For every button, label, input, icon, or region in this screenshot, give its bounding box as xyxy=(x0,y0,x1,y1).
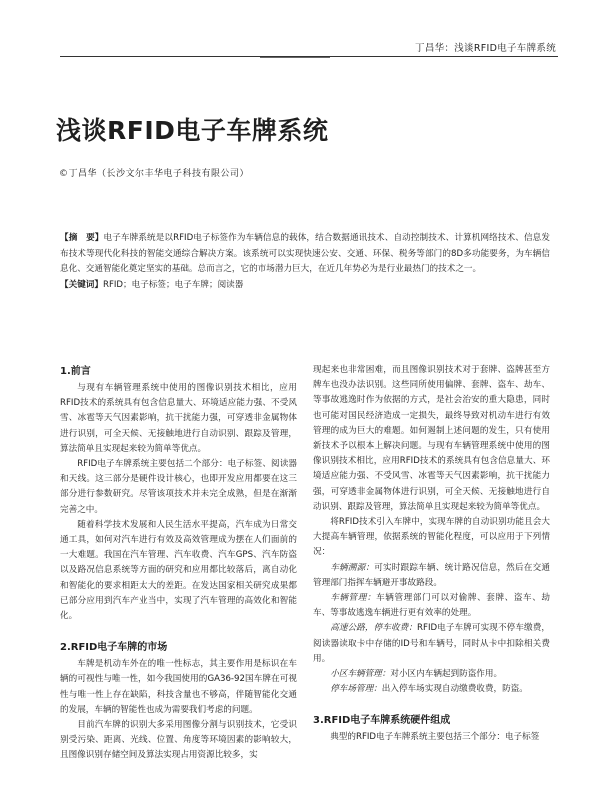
list-item-heading: 停车场管理： xyxy=(330,684,382,695)
list-item-text: RFID电子车牌可实现不停车缴费，阅读器读取卡中存储的ID号和车辆号，同时从卡中扣除相关费用。 xyxy=(313,623,550,664)
right-column xyxy=(313,363,550,746)
abstract-label: 【摘 要】 xyxy=(60,233,104,243)
left-column xyxy=(60,363,297,764)
list-item xyxy=(313,561,550,591)
abstract-text: 电子车牌系统是以RFID电子标签作为车辆信息的载体，结合数据通讯技术、自动控制技术、计算机网络技术、信息发布技术等现代化科技的智能交通综合解决方案。该系统可以实现快速公安、交通、环保、税务等部门的8D多功能要务，为车辆信息化、交通智能化奠定坚实的基础。总而言之，它的市场潜力巨大，在近几年势必为是行业最热门的技术之一。 xyxy=(60,233,550,274)
paragraph: 将RFID技术引入车牌中，实现车牌的自动识别功能且会大大提高车辆管理，依据系统的智能化程度，可以应用于下列情况： xyxy=(313,517,550,558)
abstract-block xyxy=(60,231,550,293)
running-head: 丁昌华：浅谈RFID电子车牌系统 xyxy=(415,43,556,54)
header-rule-accent xyxy=(260,57,330,58)
paragraph: 与现有车辆管理系统中使用的图像识别技术相比，应用RFID技术的系统具有包含信息量大、环境适应能力强、不受风雪、冰雹等天气因素影响，抗干扰能力强，可穿透非金属物体进行识别，可全天候、无接触地进行自动识别、跟踪及管理，算法简单且实现起来较为简单等优点。 xyxy=(60,383,297,454)
paragraph: RFID电子车牌系统主要包括二个部分：电子标签、阅读器和天线。这三部分是硬件设计核心，也即开发应用都要在这三部分进行参数研究。尽管该项技术并未完全成熟，但是在渐渐完善之中。 xyxy=(60,459,297,515)
list-item-heading: 车辆管理： xyxy=(330,593,377,604)
list-item-heading: 高速公路，停车收费： xyxy=(330,623,418,634)
list-item xyxy=(313,591,550,621)
list-item xyxy=(313,621,550,667)
abstract xyxy=(60,231,550,278)
paragraph: 随着科学技术发展和人民生活水平提高，汽车成为日常交通工具，如何对汽车进行有效及高效管理成为摆在人们面前的一大难题。我国在汽车管理、汽车收费、汽车GPS、汽车防盗以及路况信息系统等方面的研究和应用都比较落后，离自动化和智能化的要求相距太大的差距。在发达国家相关研究成果都已部分应用到汽车产业当中，实现了汽车管理的高效化和智能化。 xyxy=(60,519,297,622)
list-item-text: 可实时跟踪车辆、统计路况信息，然后在交通管理部门指挥车辆避开事故路段。 xyxy=(313,562,550,588)
list-item-text: 出入停车场实现自动缴费收费，防盗。 xyxy=(381,684,528,695)
list-item-heading: 小区车辆管理： xyxy=(330,669,391,680)
list-item xyxy=(313,682,550,697)
list-item-text: 对小区内车辆起到防盗作用。 xyxy=(390,669,503,680)
list-item-heading: 车辆溯源： xyxy=(330,562,375,573)
paper-title: 浅谈RFID电子车牌系统 xyxy=(56,116,329,145)
paragraph: 典型的RFID电子车牌系统主要包括三个部分：电子标签 xyxy=(330,732,540,743)
section-heading-3: 3.RFID电子车牌系统硬件组成 xyxy=(313,715,451,727)
keywords-text: RFID；电子标签；电子车牌；阅读器 xyxy=(102,279,244,290)
paragraph: 车牌是机动车外在的唯一性标志，其主要作用是标识在车辆的可视性与唯一性，如今我国使用的GA36-92国车牌在可视性与唯一性上存在缺陷，科技含量也不够高，伴随智能化交通的发展，车辆的智能性也成为需要我们考虑的问题。 xyxy=(60,659,297,715)
section-heading-2: 2.RFID电子车牌的市场 xyxy=(60,642,168,654)
paragraph: 目前汽车牌的识别大多采用图像分割与识别技术，它受识别受污染、距离、光线、位置、角度等环境因素的影响较大，且图像识别存储空间及算法实现占用资源比较多，实 xyxy=(60,720,297,761)
paragraph: 现起来也非常困难，而且图像识别技术对于套牌、盗牌甚至方牌车也没办法识别。这些同所使用偏牌、套牌、盗车、劫车、等事故逃逸时作为依据的方式，是社会治安的重大隐患，同时也可能对国民经济造成一定损失，最终导致对机动车进行有效管理的成为巨大的难题。如何遏制上述问题的发生，只有使用新技术予以根本上解决问题。与现有车辆管理系统中使用的图像识别技术相比，应用RFID技术的系统具有包含信息量大、环境适应能力强、不受风雪、冰雹等天气因素影响，抗干扰能力强，可穿透非金属物体进行识别，可全天候、无接触地进行自动识别、跟踪及管理，算法简单且实现起来较为简单等优点。 xyxy=(313,365,550,512)
keywords xyxy=(60,278,550,294)
author-line: ©丁昌华（长沙文尔丰华电子科技有限公司） xyxy=(59,169,250,179)
section-heading-1: 1.前言 xyxy=(60,366,91,377)
list-item-text: 车辆管理部门可以对偷牌、套牌、盗车、劫车、等事故逃逸车辆进行更有效率的处理。 xyxy=(313,593,550,619)
keywords-label: 【关键词】 xyxy=(60,279,103,290)
list-item xyxy=(313,667,550,682)
